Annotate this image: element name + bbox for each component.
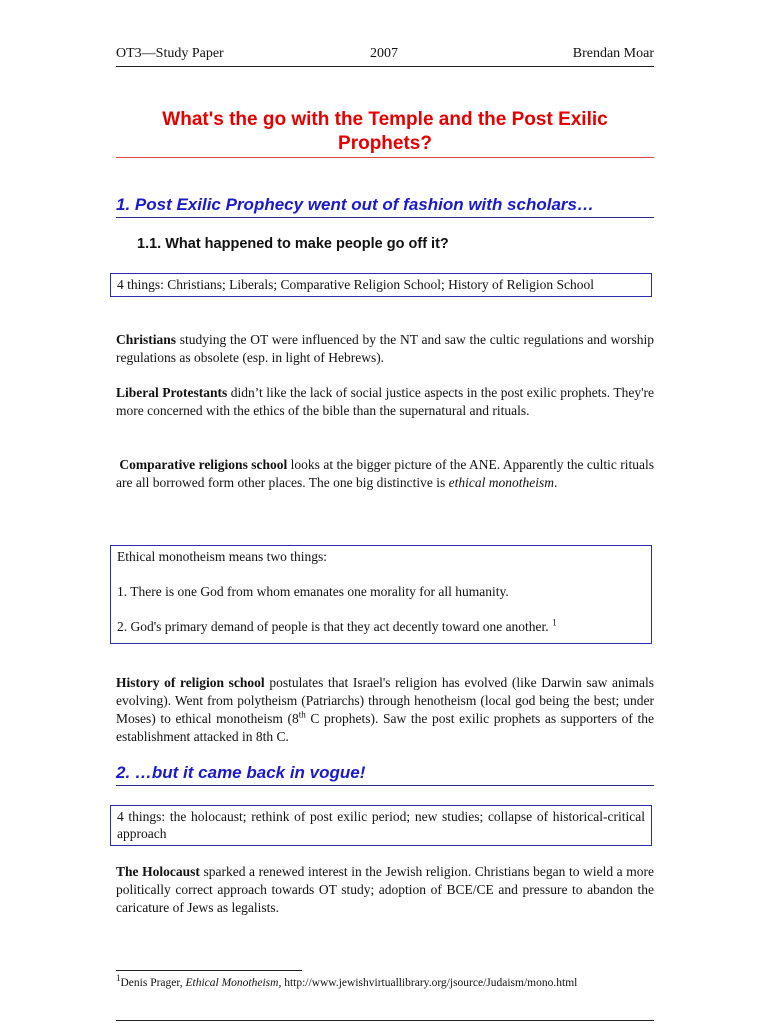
footnote-number: 1 [116, 973, 121, 984]
lead-history: History of religion school [116, 675, 265, 690]
lead-liberals: Liberal Protestants [116, 385, 228, 400]
summary-box-2-text: 4 things: the holocaust; rethink of post exilic period; new studies; collapse of historical-critical approach [117, 809, 645, 841]
section-1-rule [116, 217, 654, 218]
title-rule [116, 157, 654, 158]
text-christians: studying the OT were influenced by the NT and saw the cultic regulations and worship regulations as obsolete (esp. in light of Hebrews). [116, 332, 654, 365]
section-1-1-heading: 1.1. What happened to make people go off it? [137, 236, 449, 252]
term-ethical-monotheism: ethical monotheism [448, 475, 555, 490]
paragraph-history [116, 674, 654, 746]
summary-box-1 [110, 273, 652, 297]
lead-christians: Christians [116, 332, 177, 347]
ethical-box-line-3 [117, 618, 645, 635]
text-comparative-end: . [554, 475, 558, 490]
section-2-rule [116, 785, 654, 786]
text-holocaust: sparked a renewed interest in the Jewish religion. Christians began to wield a more politically correct approach towards OT study; adoption of BCE/CE and pressure to abandon the caricature of Jews as legalists. [116, 864, 654, 915]
text-comparative: looks at the bigger picture of the ANE. Apparently the cultic rituals are all borrowed form other places. The one big distinctive is [116, 457, 655, 490]
page-bottom-rule [116, 1020, 654, 1021]
header-year: 2007 [370, 46, 398, 61]
paragraph-holocaust [116, 863, 654, 917]
summary-box-1-text: 4 things: Christians; Liberals; Comparative Religion School; History of Religion School [117, 277, 594, 292]
footnote-work: Ethical Monotheism, [185, 977, 282, 989]
text-history-1: postulates that Israel's religion has evolved (like Darwin saw animals evolving). Went from polytheism (Patriarchs) through henotheism (local god being the best; under Moses) to ethical monotheism (8 [116, 675, 654, 726]
lead-comparative: Comparative religions school [119, 457, 288, 472]
footnote [116, 973, 676, 990]
footnote-author: Denis Prager, [120, 977, 186, 989]
paragraph-comparative [116, 456, 654, 492]
lead-holocaust: The Holocaust [116, 864, 200, 879]
superscript-th: th [298, 709, 306, 720]
text-history-2: C prophets). Saw the post exilic prophets as supporters of the establishment attacked in 8th C. [116, 711, 654, 744]
header-course: OT3—Study Paper [116, 46, 224, 61]
paragraph-liberals [116, 384, 654, 420]
running-header [116, 44, 654, 67]
summary-box-2 [110, 805, 652, 846]
footnote-ref[interactable]: 1 [552, 617, 557, 628]
header-author: Brendan Moar [572, 46, 654, 61]
section-1-heading: 1. Post Exilic Prophecy went out of fashion with scholars… [116, 195, 594, 214]
ethical-box-line-2: 1. There is one God from whom emanates one morality for all humanity. [117, 584, 509, 599]
footnote-url[interactable]: http://www.jewishvirtuallibrary.org/jsource/Judaism/mono.html [281, 977, 578, 989]
ethical-box-line-3-text: 2. God's primary demand of people is that they act decently toward one another. [117, 619, 553, 634]
section-2-heading: 2. …but it came back in vogue! [116, 763, 366, 782]
ethical-box-line-1: Ethical monotheism means two things: [117, 549, 327, 564]
paragraph-christians [116, 331, 654, 367]
text-liberals: didn’t like the lack of social justice aspects in the post exilic prophets. They're more concerned with the ethics of the bible than the supernatural and rituals. [116, 385, 654, 418]
document-title: What's the go with the Temple and the Post Exilic Prophets? [162, 109, 608, 154]
ethical-monotheism-box [110, 545, 652, 644]
footnote-separator [116, 970, 302, 971]
